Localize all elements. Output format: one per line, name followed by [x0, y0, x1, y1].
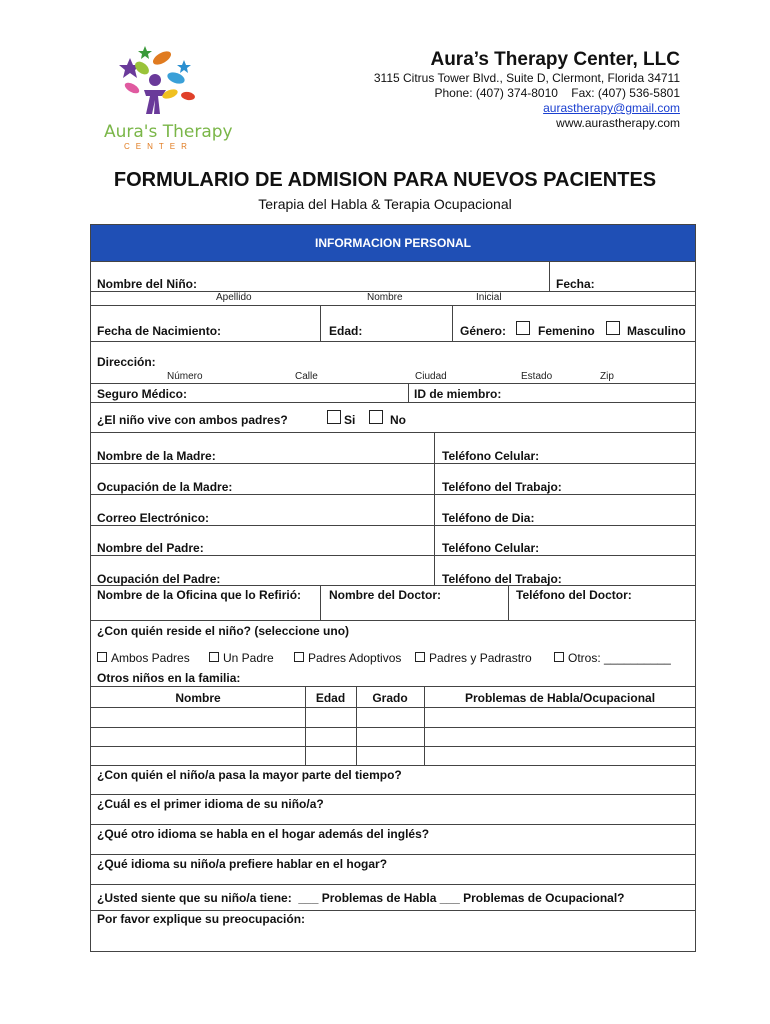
option-adoptive-parents[interactable]: Padres Adoptivos [294, 651, 401, 665]
no-checkbox[interactable] [369, 410, 383, 424]
doctor-name-label: Nombre del Doctor: [329, 588, 442, 602]
cell-phone-label-2: Teléfono Celular: [442, 541, 540, 555]
child-name-label: Nombre del Niño: [97, 277, 198, 291]
day-phone-label: Teléfono de Dia: [442, 511, 535, 525]
mother-occupation-label: Ocupación de la Madre: [97, 480, 233, 494]
email-label: Correo Electrónico: [97, 511, 210, 525]
table-col-problems: Problemas de Habla/Ocupacional [464, 691, 656, 705]
table-col-grade: Grado [372, 691, 408, 705]
father-name-label: Nombre del Padre: [97, 541, 204, 555]
logo-subtext: CENTER [124, 142, 193, 151]
birthdate-label: Fecha de Nacimiento: [97, 324, 222, 338]
number-hint: Número [167, 371, 203, 382]
question-other-language: ¿Qué otro idioma se habla en el hogar además del inglés? [97, 827, 430, 841]
referring-office-label: Nombre de la Oficina que lo Refirió: [97, 588, 302, 602]
work-phone-label-1: Teléfono del Trabajo: [442, 480, 562, 494]
male-checkbox[interactable] [606, 321, 620, 335]
company-website: www.aurastherapy.com [556, 116, 680, 130]
yes-checkbox[interactable] [327, 410, 341, 424]
company-logo [100, 38, 233, 156]
city-hint: Ciudad [415, 371, 447, 382]
zip-hint: Zip [600, 371, 614, 382]
state-hint: Estado [521, 371, 553, 382]
form-title: FORMULARIO DE ADMISION PARA NUEVOS PACIENTES [113, 169, 657, 191]
table-col-age: Edad [315, 691, 346, 705]
no-label: No [390, 413, 406, 427]
company-phone-fax: Phone: (407) 374-8010 Fax: (407) 536-5801 [434, 86, 680, 100]
option-checkbox-icon [415, 652, 425, 662]
option-checkbox-icon [554, 652, 564, 662]
female-label: Femenino [538, 324, 595, 338]
gender-label: Género: [460, 324, 507, 338]
father-occupation-label: Ocupación del Padre: [97, 572, 221, 586]
question-preferred-language: ¿Qué idioma su niño/a prefiere hablar en el hogar? [97, 857, 388, 871]
question-problems: ¿Usted siente que su niño/a tiene: ___ Problemas de Habla ___ Problemas de Ocupacional? [97, 891, 625, 905]
logo-text: Aura's Therapy [104, 122, 233, 142]
question-explain-concern: Por favor explique su preocupación: [97, 912, 306, 926]
yes-label: Si [344, 413, 356, 427]
table-col-name: Nombre [175, 691, 221, 705]
option-one-parent[interactable]: Un Padre [209, 651, 274, 665]
resides-with-label: ¿Con quién reside el niño? (seleccione uno) [97, 624, 350, 638]
street-hint: Calle [295, 371, 318, 382]
company-email-link[interactable]: aurastherapy@gmail.com [543, 101, 680, 115]
option-checkbox-icon [209, 652, 219, 662]
option-checkbox-icon [97, 652, 107, 662]
option-both-parents[interactable]: Ambos Padres [97, 651, 190, 665]
doctor-phone-label: Teléfono del Doctor: [516, 588, 632, 602]
female-checkbox[interactable] [516, 321, 530, 335]
option-parent-stepparent[interactable]: Padres y Padrastro [415, 651, 532, 665]
surname-hint: Apellido [216, 292, 252, 303]
insurance-label: Seguro Médico: [97, 387, 188, 401]
cell-phone-label-1: Teléfono Celular: [442, 449, 540, 463]
initial-hint: Inicial [476, 292, 502, 303]
male-label: Masculino [627, 324, 686, 338]
question-first-language: ¿Cuál es el primer idioma de su niño/a? [97, 797, 324, 811]
logo-figure-icon [100, 38, 215, 118]
option-checkbox-icon [294, 652, 304, 662]
age-label: Edad: [329, 324, 363, 338]
member-id-label: ID de miembro: [414, 387, 502, 401]
section-banner: INFORMACION PERSONAL [91, 225, 695, 261]
mother-name-label: Nombre de la Madre: [97, 449, 216, 463]
date-label: Fecha: [556, 277, 595, 291]
firstname-hint: Nombre [367, 292, 403, 303]
company-address: 3115 Citrus Tower Blvd., Suite D, Clermont, Florida 34711 [373, 71, 680, 85]
other-children-label: Otros niños en la familia: [97, 671, 241, 685]
option-others[interactable]: Otros: __________ [554, 651, 671, 665]
company-name: Aura’s Therapy Center, LLC [430, 49, 680, 70]
work-phone-label-2: Teléfono del Trabajo: [442, 572, 562, 586]
address-label: Dirección: [97, 355, 156, 369]
lives-both-parents-label: ¿El niño vive con ambos padres? [97, 413, 288, 427]
form-subtitle: Terapia del Habla & Terapia Ocupacional [258, 196, 512, 212]
question-time-spent: ¿Con quién el niño/a pasa la mayor parte del tiempo? [97, 768, 402, 782]
